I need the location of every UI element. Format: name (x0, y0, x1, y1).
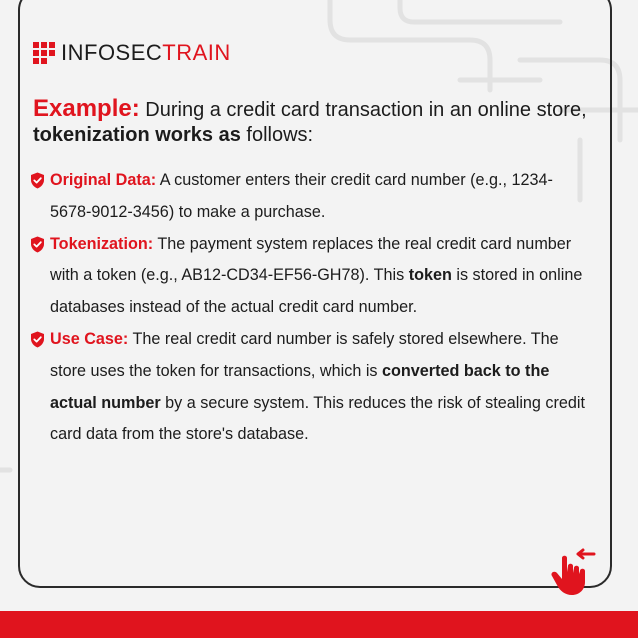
swipe-hand-icon[interactable] (548, 548, 600, 596)
shield-check-icon (30, 331, 45, 348)
footer-bar (0, 611, 638, 638)
logo-mark-icon (33, 42, 55, 64)
logo-text: INFOSECTRAIN (61, 40, 231, 65)
list-item-use-case: Use Case: The real credit card number is safely stored elsewhere. The store uses the token for transactions, which is converted back to the actual number by a secure system. This reduces the risk of stealing credit card data from the store's database. (30, 324, 590, 451)
example-heading: Example: During a credit card transaction in an online store, tokenization works as follows: (33, 95, 587, 146)
infosectrain-logo (33, 40, 231, 66)
token-steps-list (30, 165, 590, 451)
list-item-tokenization: Tokenization: The payment system replaces the real credit card number with a token (e.g., AB12-CD34-EF56-GH78). This token is stored in online databases instead of the actual credit card number. (30, 229, 590, 324)
list-item-original-data: Original Data: A customer enters their credit card number (e.g., 1234-5678-9012-3456) to make a purchase. (30, 165, 590, 229)
shield-check-icon (30, 236, 45, 253)
shield-check-icon (30, 172, 45, 189)
heading-example-label: Example: (33, 95, 140, 122)
